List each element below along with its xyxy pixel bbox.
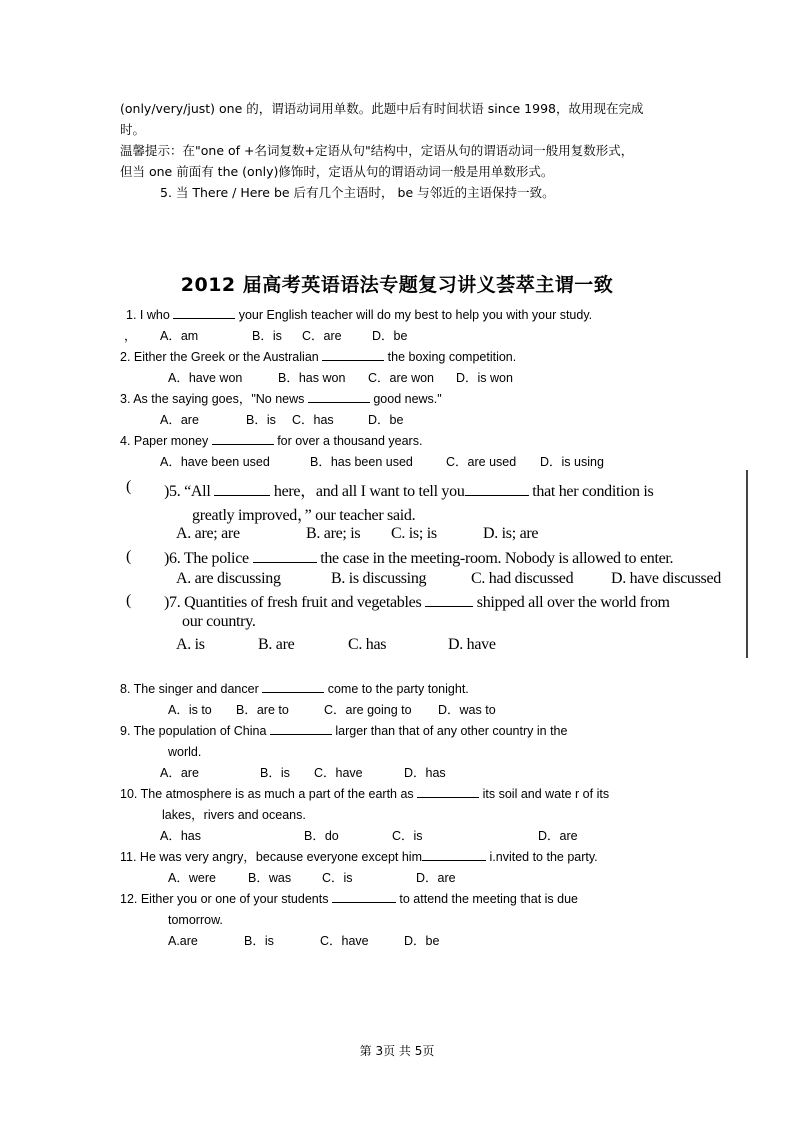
answer-blank: [308, 390, 370, 403]
question-block-bottom: [120, 679, 720, 952]
answer-blank: [332, 890, 396, 903]
question-4: 4. Paper money for over a thousand years.: [120, 434, 423, 448]
intro-line: (only/very/just) one 的，谓语动词用单数。此题中后有时间状语 since 1998，故用现在完成: [120, 101, 644, 116]
question-10: 10. The atmosphere is as much a part of the earth as its soil and wate r of its: [120, 787, 610, 801]
options-6: A. are discussing B. is discussing C. had discussed D. have discussed: [176, 570, 721, 587]
options-11: A．were B．was C．is D．are: [168, 871, 456, 885]
options-12: A.are B．is C．have D．be: [168, 934, 440, 948]
question-1: 1. I who your English teacher will do my best to help you with your study.: [126, 308, 593, 322]
answer-blank: [214, 481, 270, 496]
answer-blank: [322, 348, 384, 361]
options-4: A．have been used B．has been used C．are used D．is using: [160, 455, 604, 469]
scanned-question-image: ( )5. “All here，and all I want to tell you that her condition is greatly improved，” our teacher said. A. are; are B. are; is C. is; is D. is; are ( )6. The police the case in the meeting-room. Nobody is allowed to enter. A. are discussing B. is discussing C. had discussed D. have discussed ( )7. Quantities of fresh fruit and vegetables shipped all over the world from our country. A. is B. are C. has D. have: [120, 470, 748, 658]
intro-line: 5. 当 There / Here be 后有几个主语时， be 与邻近的主语保持一致。: [160, 185, 555, 200]
page-title: 2012 届高考英语语法专题复习讲义荟萃主谓一致: [180, 274, 614, 296]
question-5-cont: greatly improved，” our teacher said.: [192, 507, 416, 524]
intro-notes: [120, 98, 690, 203]
question-7-cont: our country.: [182, 613, 256, 630]
intro-line: 温馨提示：在"one of +名词复数+定语从句"结构中，定语从句的谓语动词一般用复数形式，: [120, 143, 634, 158]
answer-blank: [422, 848, 486, 861]
answer-blank: [425, 592, 473, 607]
options-9: A．are B．is C．have D．has: [160, 766, 446, 780]
question-12-cont: tomorrow.: [168, 913, 223, 927]
question-9-cont: world.: [168, 745, 202, 759]
answer-blank: [465, 481, 529, 496]
question-8: 8. The singer and dancer come to the party tonight.: [120, 682, 469, 696]
question-12: 12. Either you or one of your students to attend the meeting that is due: [120, 892, 579, 906]
options-5: A. are; are B. are; is C. is; is D. is; are: [176, 525, 539, 542]
options-8: A．is to B．are to C．are going to D．was to: [168, 703, 496, 717]
answer-blank: [173, 306, 235, 319]
intro-line: 但当 one 前面有 the (only)修饰时，定语从句的谓语动词一般是用单数形式。: [120, 164, 554, 179]
question-2: 2. Either the Greek or the Australian the boxing competition.: [120, 350, 517, 364]
question-3: 3. As the saying goes，"No news good news.": [120, 392, 442, 406]
question-10-cont: lakes，rivers and oceans.: [162, 808, 306, 822]
page-footer: 第 3页 共 5页: [359, 1044, 435, 1058]
intro-line: 时。: [120, 122, 146, 137]
options-2: A．have won B．has won C．are won D．is won: [168, 371, 513, 385]
question-block-top: [120, 305, 720, 473]
options-1: ， A．am B．is C．are D．be: [124, 329, 408, 343]
answer-blank: [417, 785, 479, 798]
answer-blank: [212, 432, 274, 445]
options-7: A. is B. are C. has D. have: [176, 636, 496, 653]
answer-blank: [262, 680, 324, 693]
options-10: A．has B．do C．is D．are: [160, 829, 578, 843]
question-9: 9. The population of China larger than that of any other country in the: [120, 724, 568, 738]
options-3: A．are B．is C．has D．be: [160, 413, 404, 427]
question-11: 11. He was very angry，because everyone except him i.nvited to the party.: [120, 850, 598, 864]
answer-blank: [253, 548, 317, 563]
answer-blank: [270, 722, 332, 735]
